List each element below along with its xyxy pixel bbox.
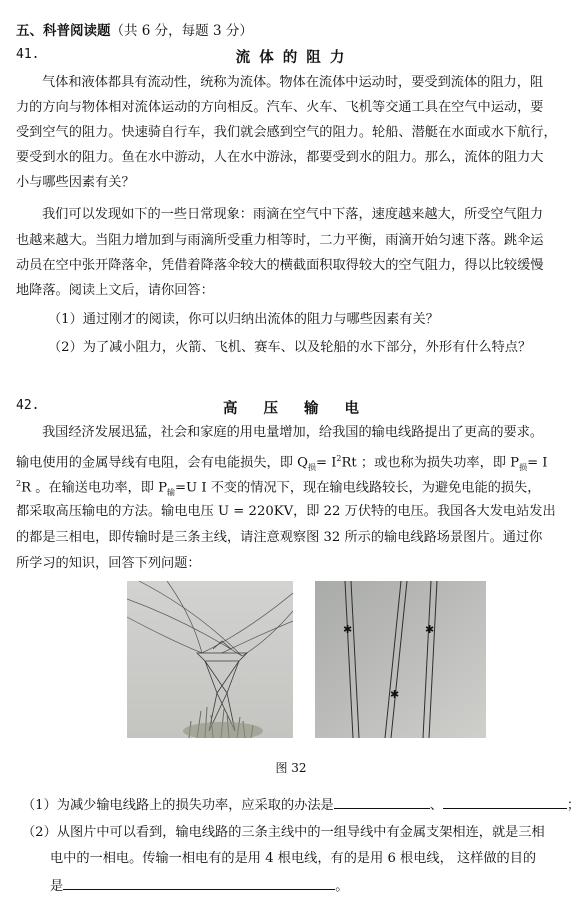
figure-caption: 图 32	[275, 761, 307, 775]
question-42-title: 高压输电	[223, 400, 385, 417]
q41-paragraph-line: 我们可以发现如下的一些日常现象：雨滴在空气中下落，速度越来越大，所受空气阻力	[42, 207, 544, 222]
transmission-tower-photo	[127, 581, 293, 738]
q42-question-1: （1）为减少输电线路上的损失功率，应采取的办法是 、 ；	[22, 795, 572, 814]
answer-blank[interactable]	[63, 876, 335, 890]
q42-paragraph-line: 所学习的知识，回答下列问题：	[16, 556, 201, 571]
svg-text:✱: ✱	[390, 688, 400, 701]
q42-question-2-line: 是 。	[50, 876, 572, 895]
section-title: 五、科普阅读题	[16, 23, 111, 39]
q42-paragraph-line: 的都是三相电，即传输时是三条主线，请注意观察图 32 所示的输电线路场景图片。通过你	[16, 530, 543, 545]
q42-formula-line: $^2$R 。在输送电功率，即 $P_输=U$ I 不变的情况下，现在输电线路较长，为避免电能的损失，	[16, 479, 541, 498]
answer-blank[interactable]	[443, 795, 567, 809]
q41-paragraph-line: 动员在空中张开降落伞，凭借着降落伞较大的横截面积取得较大的空气阻力，得以比较缓慢	[16, 258, 544, 273]
q41-paragraph-line: 小与哪些因素有关？	[16, 175, 135, 190]
q41-paragraph-line: 要受到水的阻力。鱼在水中游动，人在水中游泳，都要受到水的阻力。那么，流体的阻力大	[16, 150, 544, 165]
section-note: （共 6 分，每题 3 分）	[110, 23, 253, 39]
q41-question-1: （1）通过刚才的阅读，你可以归纳出流体的阻力与哪些因素有关？	[48, 312, 439, 327]
question-41-number: 41.	[16, 47, 40, 62]
q41-question-2: （2）为了减小阻力，火箭、飞机、赛车、以及轮船的水下部分，外形有什么特点？	[48, 340, 532, 355]
question-41-title: 流 体 的 阻 力	[235, 49, 347, 66]
q41-paragraph-line: 受到空气的阻力。快速骑自行车，我们就会感到空气的阻力。轮船、潜艇在水面或水下航行，	[16, 125, 557, 140]
q42-paragraph-line: 都采取高压输电的方法。输电电压 U = 220KV，即 22 万伏特的电压。我国各大发电站发出	[16, 504, 556, 519]
q42-formula-line: 输电使用的金属导线有电阻，会有电能损失，即 $Q_损= I^2Rt$ ；或也称为损失功率，即 $P_损= I$	[16, 454, 548, 473]
section-header	[16, 23, 572, 40]
conductor-bundle-photo	[315, 581, 486, 738]
svg-text:✱: ✱	[425, 623, 435, 636]
q41-paragraph-line: 地降落。阅读上文后，请你回答：	[16, 283, 214, 298]
svg-text:✱: ✱	[343, 623, 353, 636]
q41-paragraph-line: 也越来越大。当阻力增加到与雨滴所受重力相等时，二力平衡，雨滴开始匀速下落。跳伞运	[16, 233, 544, 248]
answer-blank[interactable]	[334, 795, 430, 809]
q42-paragraph-line: 我国经济发展迅猛，社会和家庭的用电量增加，给我国的输电线路提出了更高的要求。	[42, 425, 544, 440]
q42-question-2-line: （2）从图片中可以看到，输电线路的三条主线中的一组导线中有金属支架相连，就是三相	[22, 825, 545, 840]
q41-paragraph-line: 力的方向与物体相对流体运动的方向相反。汽车、火车、飞机等交通工具在空气中运动，要	[16, 100, 544, 115]
q42-question-2-line: 电中的一相电。传输一相电有的是用 4 根电线，有的是用 6 根电线， 这样做的目的	[50, 851, 537, 866]
q41-paragraph-line: 气体和液体都具有流动性，统称为流体。物体在流体中运动时，要受到流体的阻力，阻	[42, 75, 544, 90]
question-42-number: 42.	[16, 398, 40, 413]
